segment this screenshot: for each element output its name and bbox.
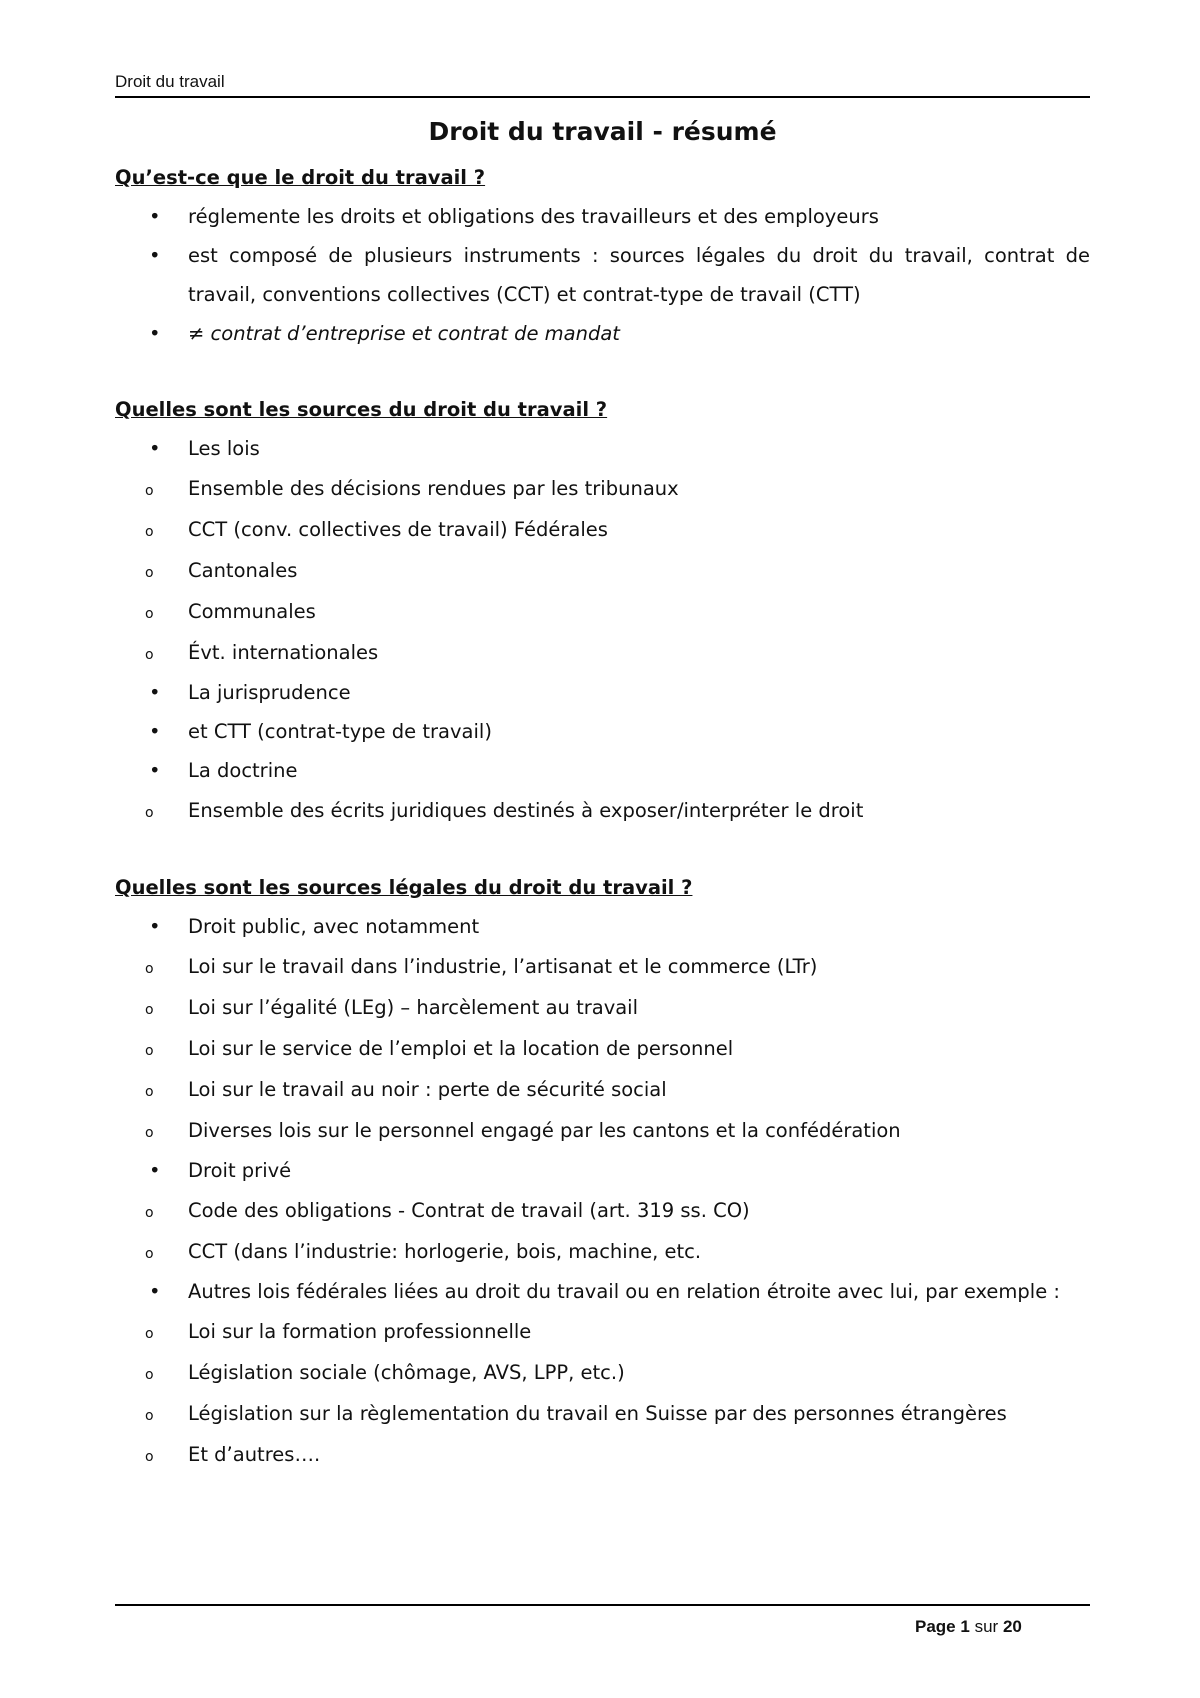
list-item [115,751,1090,831]
sub-bullet-icon: o [145,1125,154,1141]
footer-rule [115,1604,1090,1606]
list-item [115,1151,1090,1272]
sub-item-text: Législation sur la règlementation du travail en Suisse par des personnes étrangères [188,1402,1007,1425]
sub-list-item [115,946,1090,987]
list-item [115,236,1090,314]
sub-list [115,468,1090,673]
list-item-text: et CTT (contrat-type de travail) [188,720,492,743]
sub-item-text: Ensemble des décisions rendues par les tribunaux [188,477,679,500]
list-item-text: est composé de plusieurs instruments : sources légales du droit du travail, contrat de travail, conventions collectives (CCT) et contrat-type de travail (CTT) [188,244,1090,306]
sub-item-text: Loi sur le travail dans l’industrie, l’artisanat et le commerce (LTr) [188,955,818,978]
list-item-text: La doctrine [188,759,298,782]
list-item [115,673,1090,712]
sub-list [115,790,1090,831]
list-item-text: Autres lois fédérales liées au droit du travail ou en relation étroite avec lui, par exemple : [188,1280,1060,1303]
sub-list-item [115,1028,1090,1069]
sub-bullet-icon: o [145,1084,154,1100]
sub-item-text: Loi sur le travail au noir : perte de sécurité social [188,1078,667,1101]
sub-bullet-icon: o [145,483,154,499]
sub-list-item [115,468,1090,509]
bullet-list [115,197,1090,353]
sub-bullet-icon: o [145,1449,154,1465]
sub-item-text: Ensemble des écrits juridiques destinés à exposer/interpréter le droit [188,799,864,822]
bullet-list [115,429,1090,831]
sub-item-text: Loi sur le service de l’emploi et la location de personnel [188,1037,734,1060]
list-item [115,197,1090,236]
sub-item-text: Et d’autres…. [188,1443,321,1466]
list-item-text: La jurisprudence [188,681,351,704]
sub-list-item [115,1311,1090,1352]
sub-item-text: Cantonales [188,559,298,582]
bullet-icon: • [149,915,161,938]
sub-item-text: Diverses lois sur le personnel engagé par les cantons et la confédération [188,1119,901,1142]
bullet-icon: • [149,1280,161,1303]
page-current: 1 [960,1617,970,1636]
sub-list-item [115,1069,1090,1110]
page-number [915,1617,1022,1637]
list-item [115,907,1090,1151]
running-title: Droit du travail [115,72,225,91]
sub-list-item [115,509,1090,550]
sub-bullet-icon: o [145,1043,154,1059]
sub-item-text: Code des obligations - Contrat de travail (art. 319 ss. CO) [188,1199,750,1222]
bullet-icon: • [149,437,161,460]
sub-bullet-icon: o [145,1246,154,1262]
document-body [115,110,1090,1475]
bullet-icon: • [149,1159,161,1182]
bullet-icon: • [149,759,161,782]
sub-bullet-icon: o [145,606,154,622]
sub-item-text: Loi sur l’égalité (LEg) – harcèlement au travail [188,996,639,1019]
bullet-icon: • [149,720,161,743]
page-separator: sur [974,1617,999,1636]
list-item [115,1272,1090,1475]
sub-item-text: Loi sur la formation professionnelle [188,1320,532,1343]
sub-list-item [115,1231,1090,1272]
document-title: Droit du travail - résumé [428,117,777,146]
sub-item-text: Évt. internationales [188,641,379,664]
sub-list-item [115,591,1090,632]
sub-bullet-icon: o [145,1002,154,1018]
list-item-text: Droit public, avec notamment [188,915,480,938]
sub-list-item [115,1190,1090,1231]
sub-bullet-icon: o [145,1205,154,1221]
sub-bullet-icon: o [145,961,154,977]
sub-bullet-icon: o [145,647,154,663]
sub-bullet-icon: o [145,1326,154,1342]
bullet-icon: • [149,681,161,704]
sub-item-text: CCT (conv. collectives de travail) Fédérales [188,518,608,541]
sub-bullet-icon: o [145,565,154,581]
bullet-icon: • [149,322,161,345]
page-total: 20 [1002,1617,1022,1636]
list-item-text: réglemente les droits et obligations des travailleurs et des employeurs [188,205,879,228]
list-item-text: Droit privé [188,1159,292,1182]
sub-list-item [115,790,1090,831]
sub-bullet-icon: o [145,1408,154,1424]
sub-list-item [115,632,1090,673]
sub-item-text: Législation sociale (chômage, AVS, LPP, etc.) [188,1361,625,1384]
list-item [115,314,1090,353]
section-heading: Quelles sont les sources légales du droit du travail ? [115,876,693,899]
sub-list [115,1190,1090,1272]
sub-list [115,946,1090,1151]
running-header [115,72,1090,98]
bullet-list [115,907,1090,1475]
list-item-text: Les lois [188,437,260,460]
sub-list-item [115,550,1090,591]
bullet-icon: • [149,205,161,228]
sub-item-text: CCT (dans l’industrie: horlogerie, bois, machine, etc. [188,1240,702,1263]
sub-bullet-icon: o [145,1367,154,1383]
sub-bullet-icon: o [145,805,154,821]
section-heading: Qu’est-ce que le droit du travail ? [115,166,486,189]
sub-list-item [115,1393,1090,1434]
sub-list-item [115,1110,1090,1151]
list-item-text: ≠ contrat d’entreprise et contrat de mandat [188,322,620,345]
list-item [115,429,1090,673]
sub-list-item [115,987,1090,1028]
sub-list [115,1311,1090,1475]
sub-list-item [115,1352,1090,1393]
list-item [115,712,1090,751]
section-heading: Quelles sont les sources du droit du travail ? [115,398,608,421]
sub-item-text: Communales [188,600,316,623]
sub-list-item [115,1434,1090,1475]
bullet-icon: • [149,244,161,267]
sub-bullet-icon: o [145,524,154,540]
page-label: Page [915,1617,956,1636]
